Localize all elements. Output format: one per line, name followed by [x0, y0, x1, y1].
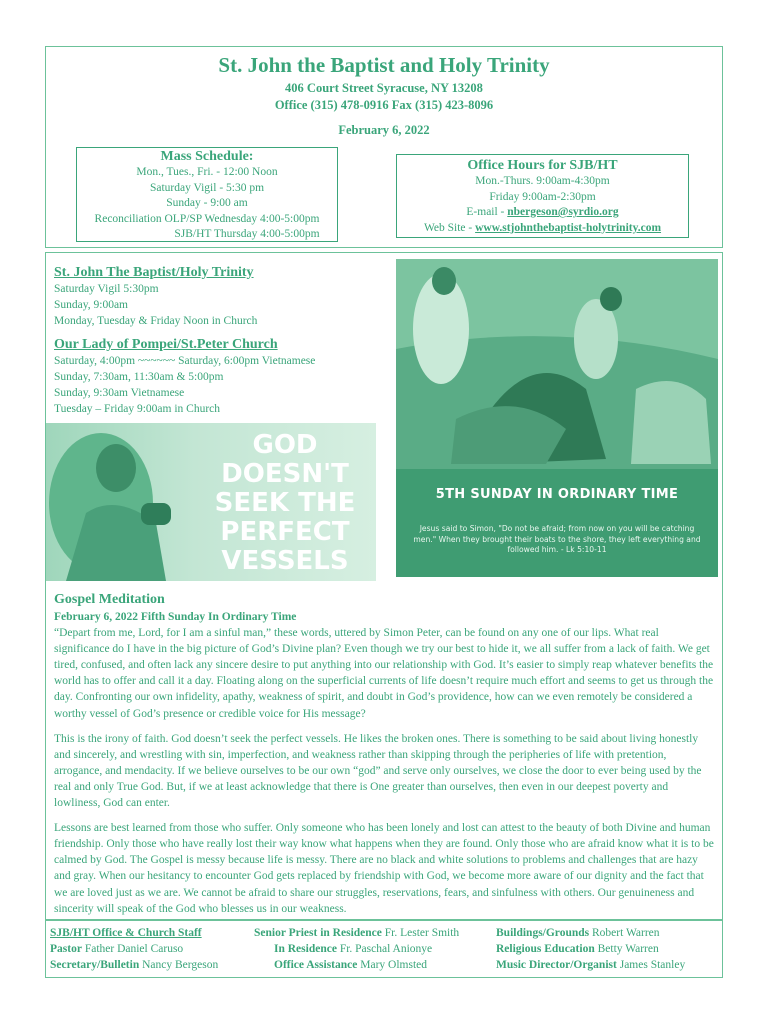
- vessels-line: VESSELS: [221, 546, 349, 576]
- parish-address: 406 Court Street Syracuse, NY 13208: [285, 81, 483, 95]
- sjb-schedule-line: Monday, Tuesday & Friday Noon in Church: [54, 315, 258, 327]
- staff-role: Religious Education: [496, 943, 595, 955]
- sjb-schedule-title: St. John The Baptist/Holy Trinity: [54, 265, 254, 280]
- sjb-schedule-line: Sunday, 9:00am: [54, 299, 128, 311]
- gospel-heading: Gospel Meditation: [54, 592, 165, 607]
- website-label: Web Site -: [423, 221, 476, 234]
- office-hours-line: Mon.-Thurs. 9:00am-4:30pm: [475, 175, 610, 187]
- olp-schedule: [54, 337, 315, 417]
- staff-heading: SJB/HT Office & Church Staff: [50, 927, 202, 939]
- olp-schedule-line: Sunday, 9:30am Vietnamese: [54, 387, 185, 399]
- website-link[interactable]: www.stjohnthebaptist-holytrinity.com: [475, 221, 662, 234]
- fifth-sunday-caption: Jesus said to Simon, "Do not be afraid; from now on you will be catching men." When they brought their boats to the shore, they left everything and followed him. - Lk 5:10-11: [413, 524, 701, 554]
- vessels-line: SEEK THE: [214, 488, 356, 518]
- gospel-paragraph: “Depart from me, Lord, for I am a sinful man,” these words, uttered by Simon Peter, can be found on any one of our lips. What real significance do I have in the big picture of God’s Divine plan? Even though we try our best to hide it, we all suffer from a lack of faith. We get tired, confused, and often lack any sincere desire to put anything into our relationship with God. It’s easier to simply reap whatever benefits the world has to offer and call it a day. Floating along on the superficial currents of life doesn’t require much effort and seems to get us through the day. Confronting our own infidelity, apathy, weakness of spirit, and doubt in God’s providence, how can we even remotely be considered a worthy vessel of God’s presence or credible voice for His message?: [54, 627, 714, 720]
- email-label: E-mail -: [466, 206, 508, 218]
- office-hours-line: Friday 9:00am-2:30pm: [489, 190, 596, 203]
- mass-line: Saturday Vigil - 5:30 pm: [149, 181, 265, 194]
- parish-title: St. John the Baptist and Holy Trinity: [218, 53, 550, 77]
- staff-person: Nancy Bergeson: [139, 959, 219, 971]
- staff-role: Buildings/Grounds: [496, 927, 590, 939]
- olp-schedule-title: Our Lady of Pompei/St.Peter Church: [54, 337, 278, 352]
- olp-schedule-line: Saturday, 4:00pm ~~~~~~ Saturday, 6:00pm Vietnamese: [54, 355, 316, 367]
- staff-col-ministries: [496, 925, 685, 973]
- perfect-vessels-image: [46, 423, 376, 581]
- fifth-sunday-image: [396, 259, 718, 577]
- mass-schedule-heading: Mass Schedule:: [160, 149, 254, 164]
- mass-schedule-box: [76, 147, 338, 242]
- staff-person: Mary Olmsted: [357, 959, 427, 971]
- vessels-line: GOD: [252, 430, 318, 460]
- office-hours-box: [396, 154, 689, 238]
- staff-person: Fr. Paschal Anionye: [336, 943, 433, 955]
- sjb-schedule: [54, 265, 257, 329]
- email-link[interactable]: nbergeson@syrdio.org: [507, 206, 619, 218]
- mass-line: Sunday - 9:00 am: [166, 197, 248, 209]
- staff-role: Secretary/Bulletin: [50, 959, 140, 971]
- staff-person: Robert Warren: [589, 927, 660, 939]
- vessels-line: DOESN'T: [221, 459, 349, 489]
- staff-person: Father Daniel Caruso: [81, 943, 184, 955]
- staff-col-office: [50, 925, 218, 973]
- staff-section: [45, 920, 723, 978]
- header-section: [45, 46, 723, 248]
- mass-line: SJB/HT Thursday 4:00-5:00pm: [174, 228, 320, 240]
- gospel-meditation: [54, 591, 714, 926]
- olp-schedule-line: Sunday, 7:30am, 11:30am & 5:00pm: [54, 371, 224, 383]
- gospel-paragraph: This is the irony of faith. God doesn’t seek the perfect vessels. He likes the broken ones. There is something to be said about living honestly and sincerely, and wrestling with sin, imperfection, and weakness rather than skipping through the peripheries of life with pretention, arrogance, and mendacity. If we believe ourselves to be our own “god” and serve only ourselves, we close the door to ever being used by the real and only True God. But, if we at least acknowledge that there is One greater than ourselves, then even in our deepest poverty and lowliness, God can enter.: [54, 732, 702, 810]
- staff-role: Music Director/Organist: [496, 959, 617, 971]
- gospel-subheading: February 6, 2022 Fifth Sunday In Ordinary Time: [54, 611, 297, 623]
- staff-role: Pastor: [50, 943, 82, 955]
- main-section: [45, 252, 723, 920]
- gospel-paragraph: Lessons are best learned from those who suffer. Only someone who has been lonely and lost can attest to the beauty of both Divine and human friendship. Only those who have really lost their way know what happens when they are found. Only those who are afraid know what it is to be calmed by God. The Gospel is messy because life is messy. There are no black and white solutions to problems and challenges that are hazy and gray. When our hesitancy to encounter God gets replaced by friendship with God, we become more aware of our dignity and the fact that we are loved just as we are. We cannot be afraid to share our struggles, reservations, fears, and sinfulness with others. Our genuineness and sincerity will speak of the God who blesses us in our weakness.: [54, 822, 714, 915]
- office-hours-heading: Office Hours for SJB/HT: [467, 158, 618, 173]
- mass-line: Reconciliation OLP/SP Wednesday 4:00-5:00pm: [94, 212, 320, 225]
- fifth-sunday-heading: 5TH SUNDAY IN ORDINARY TIME: [435, 487, 679, 502]
- fishing-scene-illustration: [396, 259, 718, 469]
- email-line: [397, 205, 688, 221]
- bulletin-date: February 6, 2022: [338, 123, 430, 137]
- parish-phones: Office (315) 478-0916 Fax (315) 423-8096: [274, 98, 494, 112]
- website-line: [397, 221, 688, 237]
- staff-person: Betty Warren: [594, 943, 659, 955]
- vessels-line: PERFECT: [220, 517, 350, 547]
- staff-role: In Residence: [274, 943, 337, 955]
- perfect-vessels-text: [194, 431, 376, 576]
- olp-schedule-line: Tuesday – Friday 9:00am in Church: [54, 403, 220, 415]
- staff-person: Fr. Lester Smith: [381, 927, 460, 939]
- staff-col-priests: [254, 925, 459, 973]
- staff-role: Senior Priest in Residence: [254, 927, 382, 939]
- mass-line: Mon., Tues., Fri. - 12:00 Noon: [136, 166, 278, 178]
- staff-role: Office Assistance: [274, 959, 358, 971]
- sjb-schedule-line: Saturday Vigil 5:30pm: [54, 283, 159, 295]
- staff-person: James Stanley: [616, 959, 686, 971]
